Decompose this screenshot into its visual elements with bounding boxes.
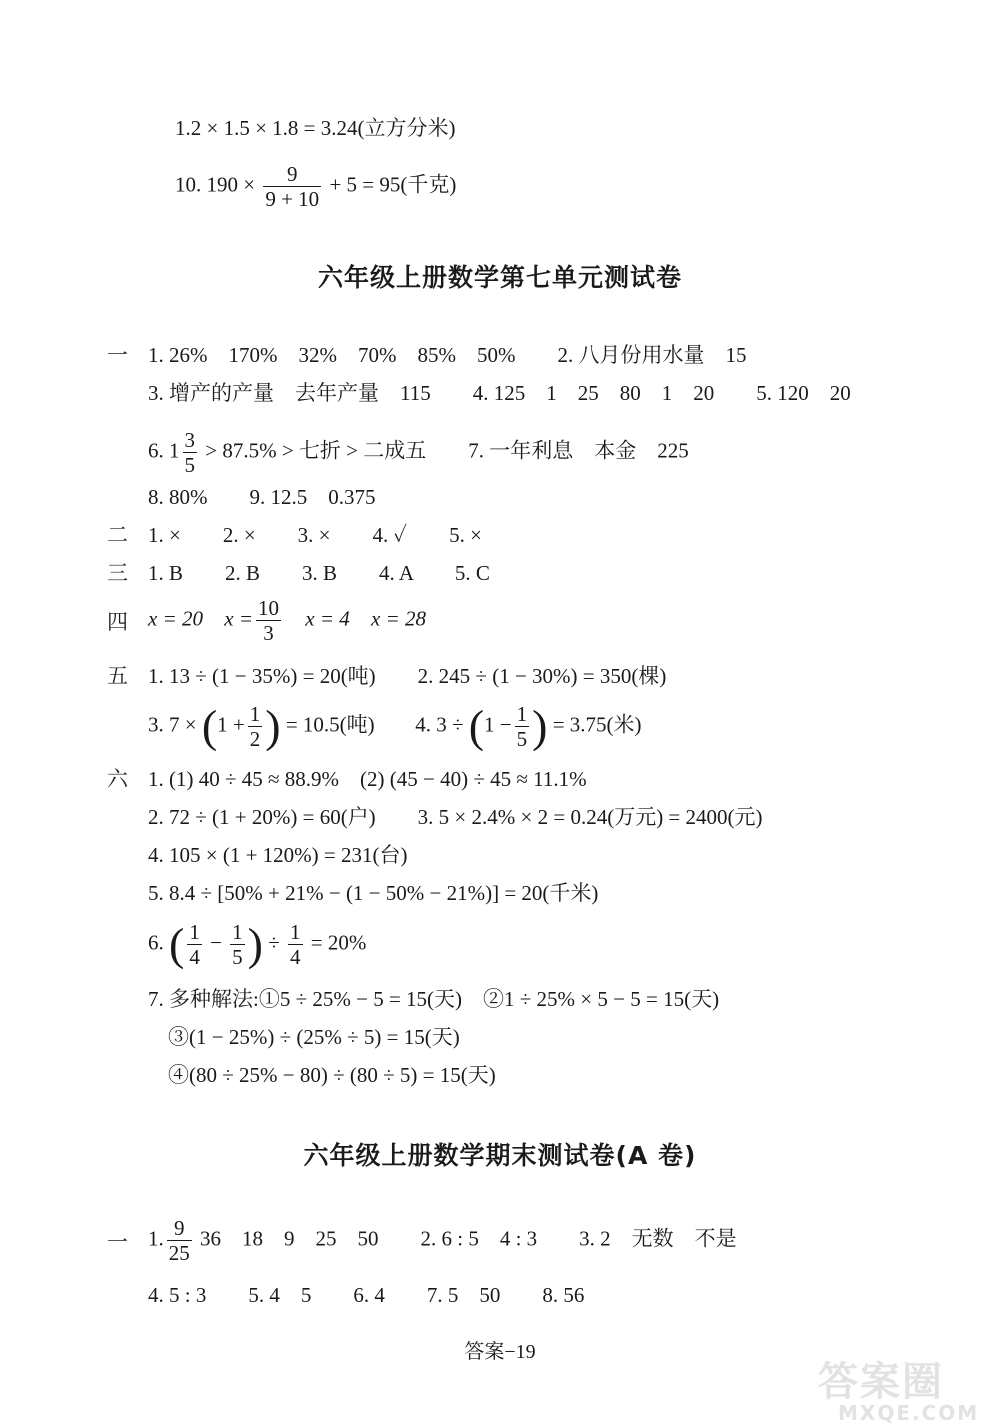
answer-line: 1. (1) 40 ÷ 45 ≈ 88.9% (2) (45 − 40) ÷ 45 ≈ 11.1% xyxy=(148,767,587,791)
fraction: $\frac{3}{5}$ xyxy=(184,428,195,477)
answer-line: 4. 105 × (1 + 120%) = 231(台) xyxy=(148,843,408,867)
answer-line: 10. 190 × $\frac{9}{9 + 10}$ + 5 = 95(千克) xyxy=(175,162,457,211)
fraction: $\frac{9}{9 + 10}$ xyxy=(265,162,320,211)
answer-line: 1. × 2. × 3. × 4. ✓ 5. × xyxy=(148,523,482,547)
answer-line: ④(80 ÷ 25% − 80) ÷ (80 ÷ 5) = 15(天) xyxy=(168,1063,496,1087)
fraction: $\frac{1}{5}$ xyxy=(516,702,528,751)
section-label: 一 xyxy=(107,343,128,367)
fraction: $\frac{1}{5}$ xyxy=(232,920,243,969)
answer-line: 6. ( $\frac{1}{4}$ − $\frac{1}{5}$ ) ÷ $\frac{1}{4}$ = 20% xyxy=(148,918,367,970)
answer-line: 2. 72 ÷ (1 + 20%) = 60(户) 3. 5 × 2.4% × 2 = 0.24(万元) = 2400(元) xyxy=(148,805,763,829)
section-label: 四 xyxy=(107,610,128,634)
answer-line: 1. 26% 170% 32% 70% 85% 50% 2. 八月份用水量 15 xyxy=(148,343,747,367)
answer-line: 1. B 2. B 3. B 4. A 5. C xyxy=(148,561,490,585)
fraction: $\frac{1}{2}$ xyxy=(249,702,261,751)
answer-line: 1. $\frac{9}{25}$ 36 18 9 25 50 2. 6 : 5 4 : 3 3. 2 无数 不是 xyxy=(148,1216,737,1265)
answer-line: 6. 1 $\frac{3}{5}$ > 87.5% > 七折 > 二成五 7. 一年利息 本金 225 xyxy=(148,428,689,477)
answer-line: 7. 多种解法:①5 ÷ 25% − 5 = 15(天) ②1 ÷ 25% × 5 − 5 = 15(天) xyxy=(148,987,720,1011)
fraction: $\frac{9}{25}$ xyxy=(168,1216,190,1265)
answer-line: 3. 7 × (1 + $\frac{1}{2}$ ) = 10.5(吨) 4. 3 ÷ (1 − $\frac{1}{5}$ ) = 3.75(米) xyxy=(148,700,642,752)
section-label: 三 xyxy=(107,561,128,585)
section-label: 二 xyxy=(107,523,128,547)
fraction: $\frac{10}{3}$ xyxy=(258,596,279,645)
answer-line: 5. 8.4 ÷ [50% + 21% − (1 − 50% − 21%)] = 20(千米) xyxy=(148,881,599,905)
page-number: 答案−19 xyxy=(464,1341,536,1363)
answer-line: 4. 5 : 3 5. 4 5 6. 4 7. 5 50 8. 56 xyxy=(148,1283,585,1307)
section-label: 一 xyxy=(107,1230,128,1254)
section-title: 六年级上册数学期末测试卷(A 卷) xyxy=(303,1141,697,1170)
fraction: $\frac{1}{4}$ xyxy=(290,920,301,969)
section-title: 六年级上册数学第七单元测试卷 xyxy=(317,263,682,292)
section-label: 六 xyxy=(107,767,128,791)
answer-line: 3. 增产的产量 去年产量 115 4. 125 1 25 80 1 20 5. 120 20 xyxy=(148,381,851,405)
watermark-logo: 答案圈 MXQE.COM xyxy=(818,1359,980,1425)
section-label: 五 xyxy=(107,664,128,688)
answer-line: 1.2 × 1.5 × 1.8 = 3.24(立方分米) xyxy=(175,116,456,140)
answer-line: x = 20 x = $\frac{10}{3}$ x = 4 x = 28 xyxy=(148,596,426,645)
answer-line: ③(1 − 25%) ÷ (25% ÷ 5) = 15(天) xyxy=(168,1025,460,1049)
fraction: $\frac{1}{4}$ xyxy=(189,920,200,969)
answer-line: 1. 13 ÷ (1 − 35%) = 20(吨) 2. 245 ÷ (1 − 30%) = 350(棵) xyxy=(148,664,667,688)
answer-line: 8. 80% 9. 12.5 0.375 xyxy=(148,485,376,509)
